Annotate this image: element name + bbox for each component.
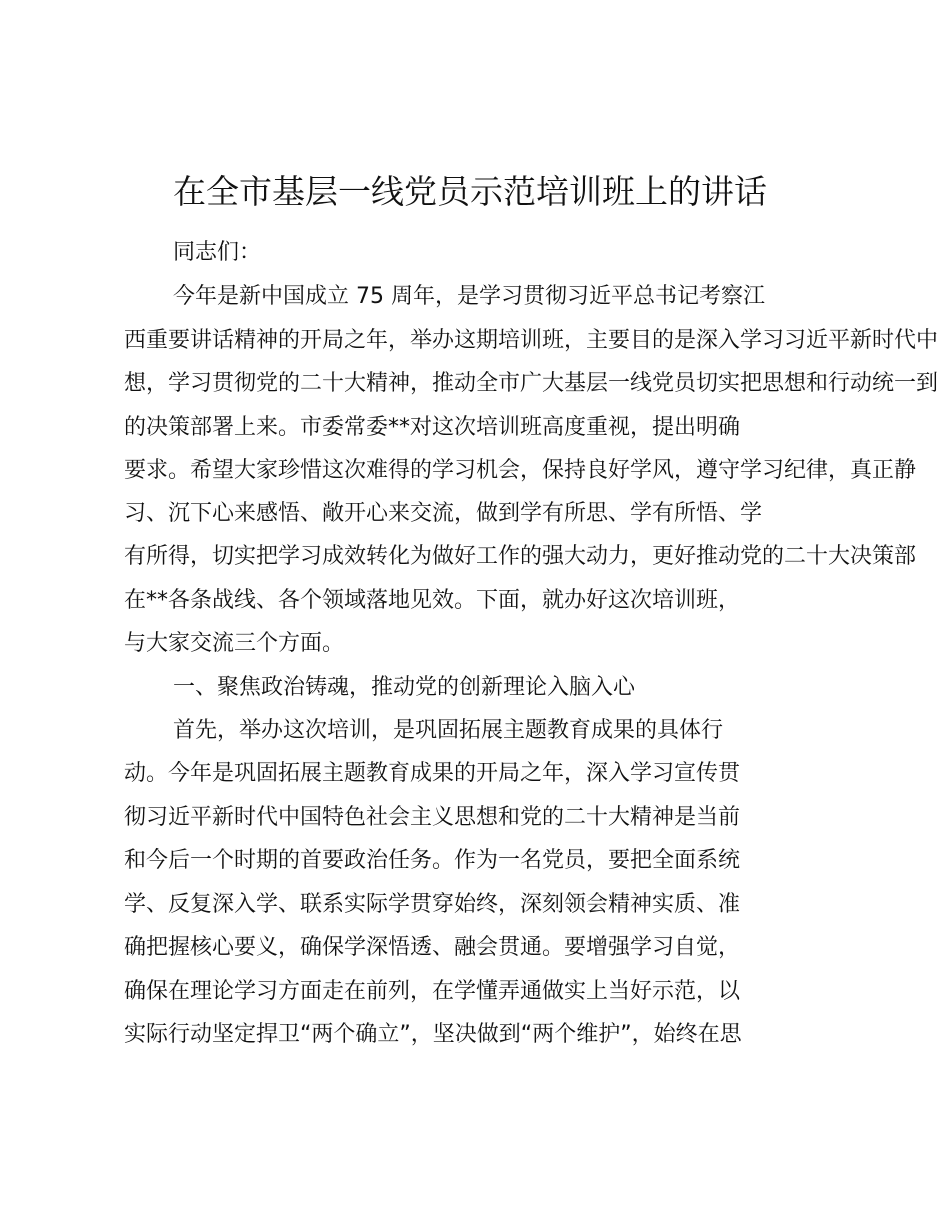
paragraph-line: 确把握核心要义，确保学深悟透、融会贯通。要增强学习自觉， <box>124 935 741 960</box>
paragraph-line: 实际行动坚定捍卫“两个确立”，坚决做到“两个维护”，始终在思 <box>124 1022 742 1047</box>
paragraph-line: 确保在理论学习方面走在前列，在学懂弄通做实上当好示范，以 <box>124 979 741 1004</box>
document-title: 在全市基层一线党员示范培训班上的讲话 <box>173 172 767 211</box>
paragraph-line: 习、沉下心来感悟、敞开心来交流，做到学有所思、学有所悟、学 <box>124 501 763 526</box>
paragraph-line: 在**各条战线、各个领域落地见效。下面，就办好这次培训班， <box>124 588 741 613</box>
paragraph-line: 要求。希望大家珍惜这次难得的学习机会，保持良好学风，遵守学习纪律，真正静 <box>124 458 917 483</box>
paragraph-line: 有所得，切实把学习成效转化为做好工作的强大动力，更好推动党的二十大决策部 <box>124 544 917 569</box>
paragraph-line: 学、反复深入学、联系实际学贯穿始终，深刻领会精神实质、准 <box>124 892 741 917</box>
paragraph-line: 的决策部署上来。市委常委**对这次培训班高度重视，提出明确 <box>124 415 741 440</box>
paragraph-line: 动。今年是巩固拓展主题教育成果的开局之年，深入学习宣传贯 <box>124 761 741 786</box>
paragraph-line: 西重要讲话精神的开局之年，举办这期培训班，主要目的是深入学习习近平新时代中 <box>124 328 939 353</box>
section-heading: 一、聚焦政治铸魂，推动党的创新理论入脑入心 <box>173 675 636 700</box>
paragraph-line: 今年是新中国成立 75 周年，是学习贯彻习近平总书记考察江 <box>173 284 765 309</box>
paragraph-line: 与大家交流三个方面。 <box>124 631 345 656</box>
paragraph-line: 和今后一个时期的首要政治任务。作为一名党员，要把全面系统 <box>124 848 741 873</box>
paragraph-line: 想，学习贯彻党的二十大精神，推动全市广大基层一线党员切实把思想和行动统一到 <box>124 371 939 396</box>
paragraph-line: 首先，举办这次培训，是巩固拓展主题教育成果的具体行 <box>173 718 724 743</box>
salutation: 同志们： <box>173 240 262 265</box>
paragraph-line: 彻习近平新时代中国特色社会主义思想和党的二十大精神是当前 <box>124 805 741 830</box>
